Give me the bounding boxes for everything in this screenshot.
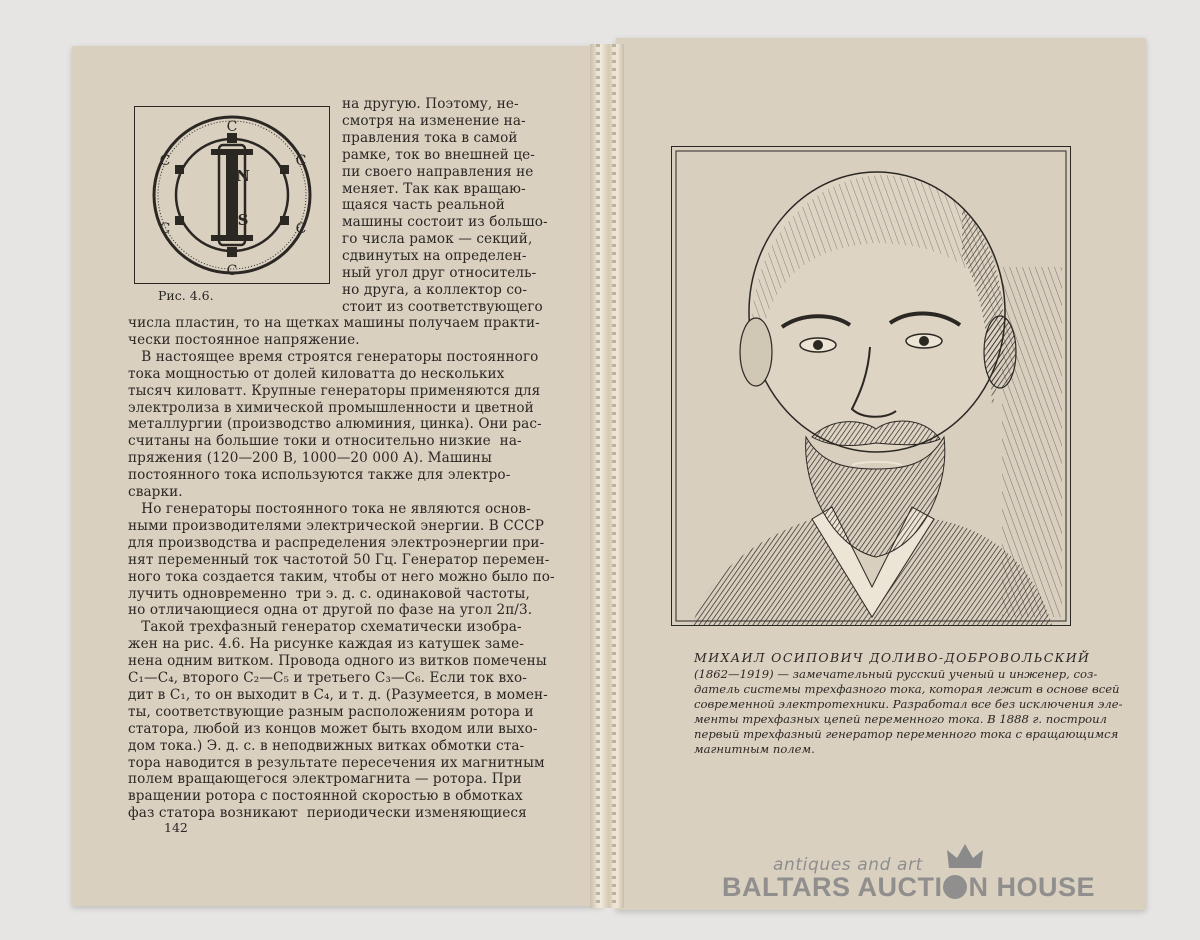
label-c5: С [226, 263, 238, 279]
page-number: 142 [164, 820, 188, 835]
watermark-o-mark [943, 875, 967, 899]
text-line: электролиза в химической промышленности и цветной [128, 399, 534, 416]
text-column-wide [128, 315, 558, 822]
text-line: тора наводится в результате пересечения их магнитным [128, 754, 545, 771]
watermark-logo [722, 872, 1095, 903]
text-line: Такой трехфазный генератор схематически изобра- [128, 619, 522, 636]
text-line: С₁—С₄, второго С₂—С₅ и третьего С₃—С₆. Если ток вхо- [128, 670, 527, 687]
figure-4-6 [134, 106, 330, 284]
text-line: щаяся часть реальной [342, 197, 505, 214]
text-line: рамке, ток во внешней це- [342, 146, 536, 163]
caption-line: магнитным полем. [694, 742, 815, 756]
watermark-main-tail: N HOUSE [968, 872, 1096, 902]
text-line: дом тока.) Э. д. с. в неподвижных витках обмотки ста- [128, 737, 525, 754]
text-line: смотря на изменение на- [342, 112, 526, 129]
text-line: В настоящее время строятся генераторы постоянного [128, 348, 539, 365]
text-line: постоянного тока используются также для электро- [128, 467, 511, 484]
caption-line: менты трехфазных цепей переменного тока. В 1888 г. построил [694, 712, 1107, 726]
crown-icon [945, 842, 985, 872]
label-n: N [236, 167, 250, 185]
text-line: ного тока создается таким, чтобы от него можно было по- [128, 568, 555, 585]
text-line: дит в С₁, то он выходит в С₄, и т. д. (Разумеется, в момен- [128, 686, 548, 703]
text-line: сдвинутых на определен- [342, 248, 527, 265]
spine-stitching-left [596, 44, 600, 908]
text-line: пряжения (120—200 В, 1000—20 000 А). Машины [128, 450, 492, 467]
label-c2: С [226, 119, 238, 135]
portrait-caption-name: МИХАИЛ ОСИПОВИЧ ДОЛИВО-ДОБРОВОЛЬСКИЙ [694, 650, 1091, 665]
text-line: тысяч киловатт. Крупные генераторы применяются для [128, 382, 541, 399]
text-line: лучить одновременно три э. д. с. одинаковой частоты, [128, 585, 530, 602]
text-line: сварки. [128, 484, 183, 501]
text-line: но отличающиеся одна от другой по фазе на угол 2π/3. [128, 602, 533, 619]
text-line: но друга, а коллектор со- [342, 281, 528, 298]
text-line: чески постоянное напряжение. [128, 331, 360, 348]
portrait-caption-body [694, 667, 1123, 757]
text-line: жен на рис. 4.6. На рисунке каждая из катушек заме- [128, 636, 524, 653]
caption-line: первый трехфазный генератор переменного тока с вращающимся [694, 727, 1119, 741]
text-line: стоит из соответствующего [342, 298, 543, 315]
text-line: для производства и распределения электроэнергии при- [128, 534, 545, 551]
text-line: ными производителями электрической энергии. В СССР [128, 517, 544, 534]
watermark-tagline: antiques and art [773, 855, 923, 875]
portrait-engraving [671, 146, 1071, 626]
text-column-narrow [342, 96, 554, 316]
text-line: пи своего направления не [342, 163, 534, 180]
text-line: полем вращающегося электромагнита — ротора. При [128, 771, 522, 788]
portrait-illustration [672, 147, 1070, 625]
label-s: S [237, 211, 249, 229]
watermark-main-text: BALTARS AUCTI [722, 872, 943, 902]
text-line: нена одним витком. Провода одного из витков помечены [128, 653, 547, 670]
label-c6: С [159, 221, 171, 237]
spine-stitching-right [612, 44, 616, 908]
text-line: правления тока в самой [342, 129, 518, 146]
open-book [60, 38, 1150, 910]
caption-line: современной электротехники. Разработал все без исключения эле- [694, 697, 1123, 711]
figure-caption: Рис. 4.6. [158, 288, 214, 303]
text-line: вращении ротора с постоянной скоростью в обмотках [128, 788, 523, 805]
caption-line: (1862—1919) — замечательный русский ученый и инженер, соз- [694, 667, 1098, 681]
caption-line: датель системы трехфазного тока, которая лежит в основе всей [694, 682, 1120, 696]
generator-diagram [135, 107, 329, 283]
label-c4: С [295, 221, 307, 237]
text-line: Но генераторы постоянного тока не являются основ- [128, 500, 531, 517]
text-line: фаз статора возникают периодически изменяющиеся [128, 805, 527, 822]
text-line: считаны на большие токи и относительно низкие на- [128, 433, 522, 450]
text-line: числа пластин, то на щетках машины получаем практи- [128, 315, 540, 331]
text-line: статора, любой из концов может быть входом или выхо- [128, 720, 538, 737]
text-line: тока мощностью от долей киловатта до нескольких [128, 365, 505, 382]
text-line: го числа рамок — секций, [342, 231, 533, 248]
text-line: меняет. Так как вращаю- [342, 180, 526, 197]
text-line: машины состоит из большо- [342, 214, 548, 231]
text-line: ты, соответствующие разным расположениям ротора и [128, 703, 534, 720]
label-c3: С [295, 153, 307, 169]
text-line: нят переменный ток частотой 50 Гц. Генератор перемен- [128, 551, 550, 568]
label-c1: С [159, 153, 171, 169]
text-line: металлургии (производство алюминия, цинка). Они рас- [128, 416, 542, 433]
text-line: на другую. Поэтому, не- [342, 96, 519, 112]
text-line: ный угол друг относитель- [342, 265, 537, 282]
